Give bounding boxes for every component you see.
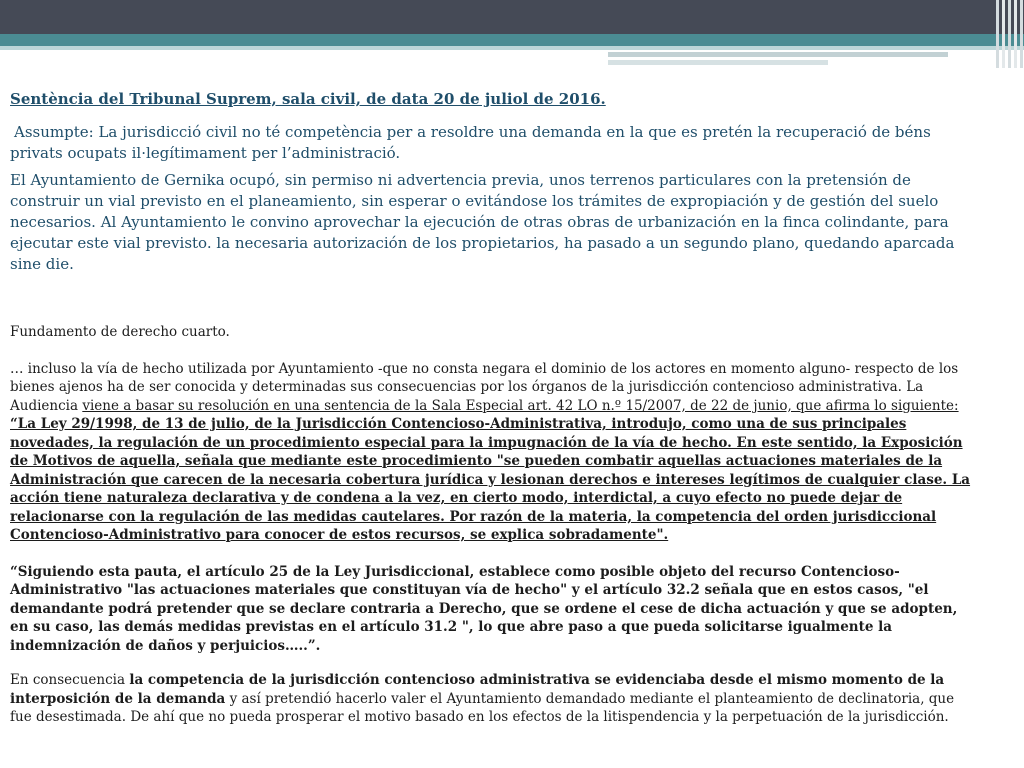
header-accent-strip-2 — [608, 60, 828, 65]
fundamento-heading: Fundamento de derecho cuarto. — [10, 324, 230, 340]
quote-ley-paragraph: “La Ley 29/1998, de 13 de julio, de la Jurisdicción Contencioso-Administrativa, introdujo, como una de sus principales novedades, la regulación de un procedimiento especial para la impugnación de la vía de hecho. En este sentido, la Exposición de Motivos de aquella, señala que mediante este procedimiento "se pueden combatir aquellas actuaciones materiales de la Administración que carecen de la necesaria cobertura jurídica y lesionan derechos e intereses legítimos de cualquier clase. La acción tiene naturaleza declarativa y de condena a la vez, en cierto modo, interdictal, a cuyo efecto no puede dejar de relacionarse con la regulación de las medidas cautelares. Por razón de la materia, la competencia del orden jurisdiccional Contencioso-Administrativo para conocer de estos recursos, se explica sobradamente". — [10, 416, 971, 543]
consecuencia-paragraph — [10, 671, 978, 727]
incluso-underlined-text: viene a basar su resolución en una sentencia de la Sala Especial art. 42 LO n.º 15/2007, de 22 de junio, que afirma lo siguiente: — [82, 397, 959, 414]
page-title: Sentència del Tribunal Suprem, sala civil, de data 20 de juliol de 2016. — [10, 90, 606, 108]
consecuencia-text-1: En consecuencia — [10, 672, 130, 688]
incluso-text: … incluso la vía de hecho utilizada por Ayuntamiento -que no consta negara el dominio de los actores en momento alguno- respecto de los bienes ajenos ha de ser conocida y determinadas sus consecuencias por los órganos de la jurisdicción contencioso administrativa. La Audiencia — [10, 360, 959, 414]
siguiendo-paragraph: “Siguiendo esta pauta, el artículo 25 de la Ley Jurisdiccional, establece como posible objeto del recurso Contencioso-Administrativo "las actuaciones materiales que constituyan vía de hecho" y el artículo 32.2 señala que en estos casos, "el demandante podrá pretender que se declare contraria a Derecho, que se ordene el cese de dicha actuación y que se adopten, en su caso, las demás medidas previstas en el artículo 31.2 ", lo que abre paso a que pueda solicitarse igualmente la indemnización de daños y perjuicios…..”. — [10, 563, 958, 654]
assumpte-paragraph: Assumpte: La jurisdicció civil no té competència per a resoldre una demanda en la que es pretén la recuperació de béns privats ocupats il·legítimament per l’administració. — [10, 123, 931, 162]
header-vertical-bars — [992, 0, 1024, 68]
slide-content — [10, 90, 978, 727]
header-accent-strip — [608, 52, 948, 57]
incluso-paragraph — [10, 360, 978, 416]
consecuencia-text-3: y así pretendió hacerlo valer el Ayuntamiento demandado mediante el planteamiento de declinatoria, que fue desestimada. De ahí que no pueda prosperar el motivo basado en los efectos de la litispendencia y la perpetuación de la jurisdicción. — [10, 690, 955, 725]
consecuencia-bold-text: la competencia de la jurisdicción contencioso administrativa se evidenciaba desde el mismo momento de la interposición de la demanda — [10, 672, 945, 707]
header-dark-band — [0, 0, 1024, 34]
header-light-band — [0, 46, 1024, 50]
header-teal-band — [0, 34, 1024, 46]
ayuntamiento-paragraph: El Ayuntamiento de Gernika ocupó, sin permiso ni advertencia previa, unos terrenos particulares con la pretensión de construir un vial previsto en el planeamiento, sin esperar o evitándose los trámites de expropiación y de gestión del suelo necesarios. Al Ayuntamiento le convino aprovechar la ejecución de otras obras de urbanización en la finca colindante, para ejecutar este vial previsto. la necesaria autorización de los propietarios, ha pasado a un segundo plano, quedando aparcada sine die. — [10, 171, 955, 273]
